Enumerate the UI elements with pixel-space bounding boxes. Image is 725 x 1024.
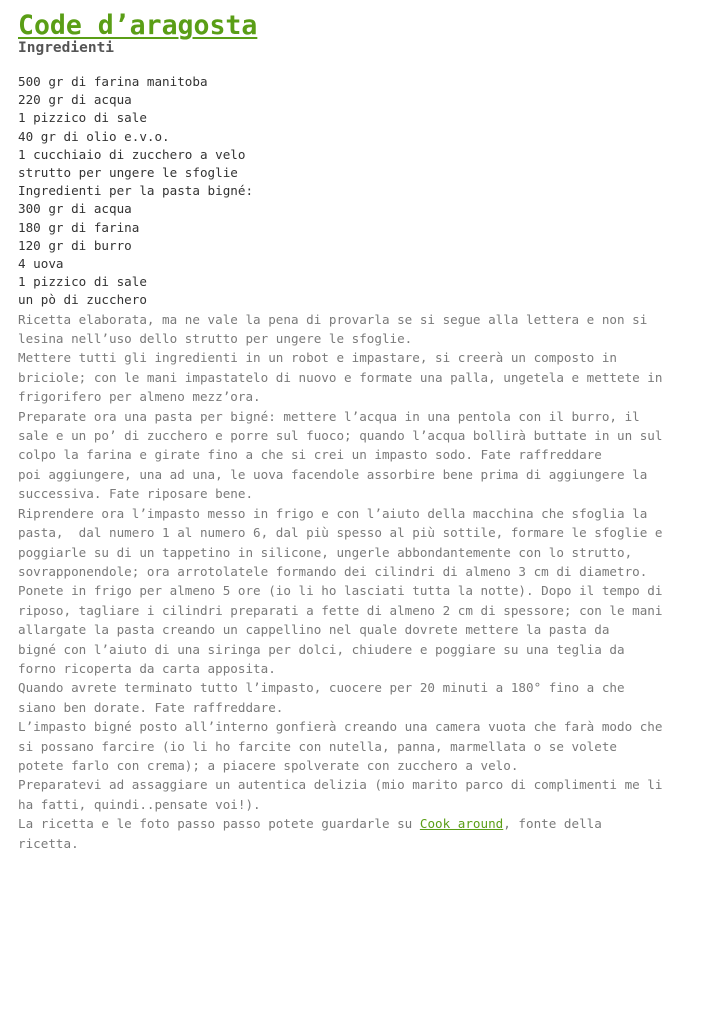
source-line-end: ricetta. xyxy=(18,835,79,851)
description-line: Mettere tutti gli ingredienti in un robot e impastare, si creerà un composto in xyxy=(18,350,617,366)
ingredient-item: 180 gr di farina xyxy=(18,219,140,235)
description-line: Quando avrete terminato tutto l’impasto, cuocere per 20 minuti a 180° fino a che xyxy=(18,680,625,696)
description-line: poi aggiungere, una ad una, le uova facendole assorbire bene prima di aggiungere la xyxy=(18,466,648,482)
ingredient-subheading: Ingredienti per la pasta bigné: xyxy=(18,183,254,199)
ingredient-item: 120 gr di burro xyxy=(18,237,132,253)
description-line: allargate la pasta creando un cappellino nel quale dovrete mettere la pasta da xyxy=(18,622,610,638)
ingredient-list xyxy=(18,73,710,310)
ingredient-item: 300 gr di acqua xyxy=(18,201,132,217)
description-line: Ricetta elaborata, ma ne vale la pena di provarla se si segue alla lettera e non si xyxy=(18,311,648,327)
ingredient-item: strutto per ungere le sfoglie xyxy=(18,165,238,181)
description-line: ha fatti, quindi..pensate voi!). xyxy=(18,796,261,812)
ingredient-item: 40 gr di olio e.v.o. xyxy=(18,128,170,144)
description-line: Riprendere ora l’impasto messo in frigo e con l’aiuto della macchina che sfoglia la xyxy=(18,505,648,521)
ingredient-item: 220 gr di acqua xyxy=(18,92,132,108)
source-line xyxy=(18,814,710,833)
description-line: potete farlo con crema); a piacere spolverate con zucchero a velo. xyxy=(18,757,519,773)
description-line: forno ricoperta da carta apposita. xyxy=(18,660,276,676)
ingredient-item: 1 pizzico di sale xyxy=(18,274,147,290)
description-line: frigorifero per almeno mezz’ora. xyxy=(18,389,261,405)
source-text-end: , fonte della xyxy=(503,816,602,832)
description-line: colpo la farina e girate fino a che si crei un impasto sodo. Fate raffreddare xyxy=(18,447,602,463)
ingredient-item: 500 gr di farina manitoba xyxy=(18,74,208,89)
description-line: briciole; con le mani impastatelo di nuovo e formate una palla, ungetela e mettete in xyxy=(18,369,663,385)
description-line: pasta, dal numero 1 al numero 6, dal più spesso al più sottile, formare le sfoglie e xyxy=(18,525,663,541)
description-line: poggiarle su di un tappetino in silicone, ungerle abbondantemente con lo strutto, xyxy=(18,544,633,560)
ingredient-item: 4 uova xyxy=(18,256,64,272)
recipe-description xyxy=(18,310,710,853)
description-line: sovrapponendole; ora arrotolatele formando dei cilindri di almeno 3 cm di diametro. xyxy=(18,563,648,579)
ingredient-item: 1 pizzico di sale xyxy=(18,110,147,126)
description-line: siano ben dorate. Fate raffreddare. xyxy=(18,699,284,715)
description-line: sale e un po’ di zucchero e porre sul fuoco; quando l’acqua bollirà buttate in un sul xyxy=(18,428,663,444)
page-title[interactable]: Code d’aragosta xyxy=(18,10,258,41)
description-line: Preparate ora una pasta per bigné: mettere l’acqua in una pentola con il burro, il xyxy=(18,408,640,424)
source-text: La ricetta e le foto passo passo potete guardarle su xyxy=(18,816,420,832)
description-line: lesina nell’uso dello strutto per ungere le sfoglie. xyxy=(18,331,413,347)
description-line: Preparatevi ad assaggiare un autentica delizia (mio marito parco di complimenti me li xyxy=(18,777,663,793)
recipe-page xyxy=(18,10,710,853)
description-line: riposo, tagliare i cilindri preparati a fette di almeno 2 cm di spessore; con le mani xyxy=(18,602,663,618)
description-line: successiva. Fate riposare bene. xyxy=(18,486,254,502)
cook-around-link[interactable]: Cook around xyxy=(419,816,504,832)
description-line: bigné con l’aiuto di una siringa per dolci, chiudere e poggiare su una teglia da xyxy=(18,641,625,657)
description-line: L’impasto bigné posto all’interno gonfierà creando una camera vuota che farà modo che xyxy=(18,719,663,735)
ingredient-item: 1 cucchiaio di zucchero a velo xyxy=(18,146,246,162)
description-line: Ponete in frigo per almeno 5 ore (io li ho lasciati tutta la notte). Dopo il tempo di xyxy=(18,583,663,599)
ingredients-heading: Ingredienti xyxy=(18,40,115,56)
ingredient-item: un pò di zucchero xyxy=(18,292,147,308)
description-line: si possano farcire (io li ho farcite con nutella, panna, marmellata o se volete xyxy=(18,738,617,754)
